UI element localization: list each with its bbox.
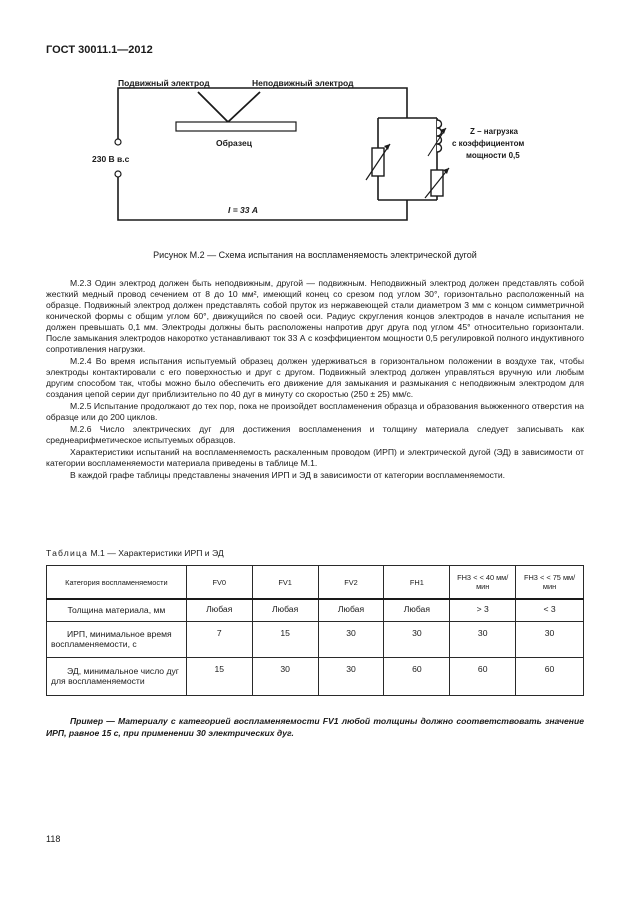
table-cell: Любая xyxy=(384,599,450,621)
table-cell: 60 xyxy=(516,657,584,695)
paragraph-m-2-5: М.2.5 Испытание продолжают до тех пор, пока не произойдет воспламенения образца и образования выжженного отверстия на образце или до 200 циклов. xyxy=(46,401,584,422)
current-label: I = 33 А xyxy=(228,205,259,215)
specimen-icon xyxy=(176,122,296,131)
circuit-wire-bottom xyxy=(118,175,407,220)
table-cell: Любая xyxy=(252,599,318,621)
example-note: Пример — Материалу с категорией воспламеняемости FV1 любой толщины должно соответствовать значение ИРП, равное 15 с, при применении 30 электрических дуг. xyxy=(46,716,584,738)
terminal-top-icon xyxy=(115,139,121,145)
table-cell: 30 xyxy=(516,621,584,657)
table-row xyxy=(47,621,584,657)
paragraph-m-2-6: М.2.6 Число электрических дуг для достижения воспламенения и толщину материала следует записывать как среднеарифметическое испытуемых образцов. xyxy=(46,424,584,445)
table-header-row xyxy=(47,566,584,600)
table-title-prefix: Таблица xyxy=(46,548,89,558)
header-cell: FH3 < < 40 мм/мин xyxy=(450,566,516,600)
moving-electrode-icon xyxy=(198,92,228,122)
paragraph-m-2-4: М.2.4 Во время испытания испытуемый образец должен удерживаться в горизонтальном положении в воздухе так, чтобы электроды контактировали с его поверхностью и друг с другом. Подвижный электрод должен управляться вручную или любым другим способом так, чтобы можно было обеспечить его движение для замыкания и размыкания с неподвижным электродом для создания цепой серии дуг приблизительно по 40 дуг в минуту со скоростью (250 ± 25) мм/с. xyxy=(46,356,584,399)
load-label-line3: мощности 0,5 xyxy=(466,151,520,160)
table-cell: 30 xyxy=(318,657,384,695)
load-label-line1: Z – нагрузка xyxy=(470,127,518,136)
header-cell: FV0 xyxy=(186,566,252,600)
header-cell: Категория воспламеняемости xyxy=(47,566,187,600)
header-cell: FH1 xyxy=(384,566,450,600)
paragraph-table-note: В каждой графе таблицы представлены значения ИРП и ЭД в зависимости от категории воспламеняемости. xyxy=(70,470,506,480)
terminal-bottom-icon xyxy=(115,171,121,177)
variable-resistor-icon xyxy=(425,168,449,198)
circuit-wire-top xyxy=(118,88,407,140)
table-cell: > 3 xyxy=(450,599,516,621)
table-cell: 30 xyxy=(318,621,384,657)
characteristics-table xyxy=(46,565,584,696)
table-cell: 7 xyxy=(186,621,252,657)
header-cell: FH3 < < 75 мм/мин xyxy=(516,566,584,600)
load-label-line2: с коэффициентом xyxy=(452,139,525,148)
document-header: ГОСТ 30011.1—2012 xyxy=(46,44,153,56)
table-cell: 15 xyxy=(186,657,252,695)
body-text xyxy=(46,278,584,482)
table-title xyxy=(46,548,224,558)
paragraph-m-2-3: М.2.3 Один электрод должен быть неподвижным, другой — подвижным. Неподвижный электрод должен представлять собой жесткий медный провод сечением от 8 до 10 мм², имеющий конец со срезом под углом 30°, горизонтально расположенный на образце. Подвижный электрод должен представлять собой пруток из нержавеющей стали диаметром 3 мм с концом симметричной конической формы с общим углом 60°, движущийся по своей оси. Радиус скругления концов электродов в начале испытания не должен превышать 0,1 мм. Электроды должны быть расположены напротив друг друга под углом 45° относительно горизонтали. После замыкания электродов накоротко устанавливают ток 33 А с коэффициентом мощности 0,5 регулировкой полного индуктивного сопротивления нагрузки. xyxy=(46,278,584,354)
row-label: ИРП, минимальное время воспламеняемости, с xyxy=(47,621,187,657)
table-cell: 30 xyxy=(252,657,318,695)
row-label: ЭД, минимальное число дуг для воспламеняемости xyxy=(47,657,187,695)
row-label: Толщина материала, мм xyxy=(47,599,187,621)
table-title-text: М.1 — Характеристики ИРП и ЭД xyxy=(88,548,224,558)
table-cell: 60 xyxy=(450,657,516,695)
table-cell: 30 xyxy=(450,621,516,657)
arc-test-circuit-diagram xyxy=(0,70,630,240)
voltage-label: 230 В в.с xyxy=(92,154,130,164)
table-cell: < 3 xyxy=(516,599,584,621)
fixed-electrode-icon xyxy=(228,92,260,122)
moving-electrode-label: Подвижный электрод xyxy=(118,78,210,88)
table-row xyxy=(47,657,584,695)
table-cell: 60 xyxy=(384,657,450,695)
table-cell: Любая xyxy=(186,599,252,621)
specimen-label: Образец xyxy=(216,138,252,148)
table-row xyxy=(47,599,584,621)
page-number: 118 xyxy=(46,834,61,844)
table-cell: 15 xyxy=(252,621,318,657)
table-cell: Любая xyxy=(318,599,384,621)
header-cell: FV2 xyxy=(318,566,384,600)
header-cell: FV1 xyxy=(252,566,318,600)
table-cell: 30 xyxy=(384,621,450,657)
fixed-electrode-label: Неподвижный электрод xyxy=(252,78,354,88)
figure-caption: Рисунок М.2 — Схема испытания на воспламеняемость электрической дугой xyxy=(153,250,477,260)
variable-resistor-icon xyxy=(366,144,390,180)
paragraph-characteristics: Характеристики испытаний на воспламеняемость раскаленным проводом (ИРП) и электрической дугой (ЭД) в зависимости от категории воспламеняемости материала приведены в таблице М.1. xyxy=(46,447,584,468)
